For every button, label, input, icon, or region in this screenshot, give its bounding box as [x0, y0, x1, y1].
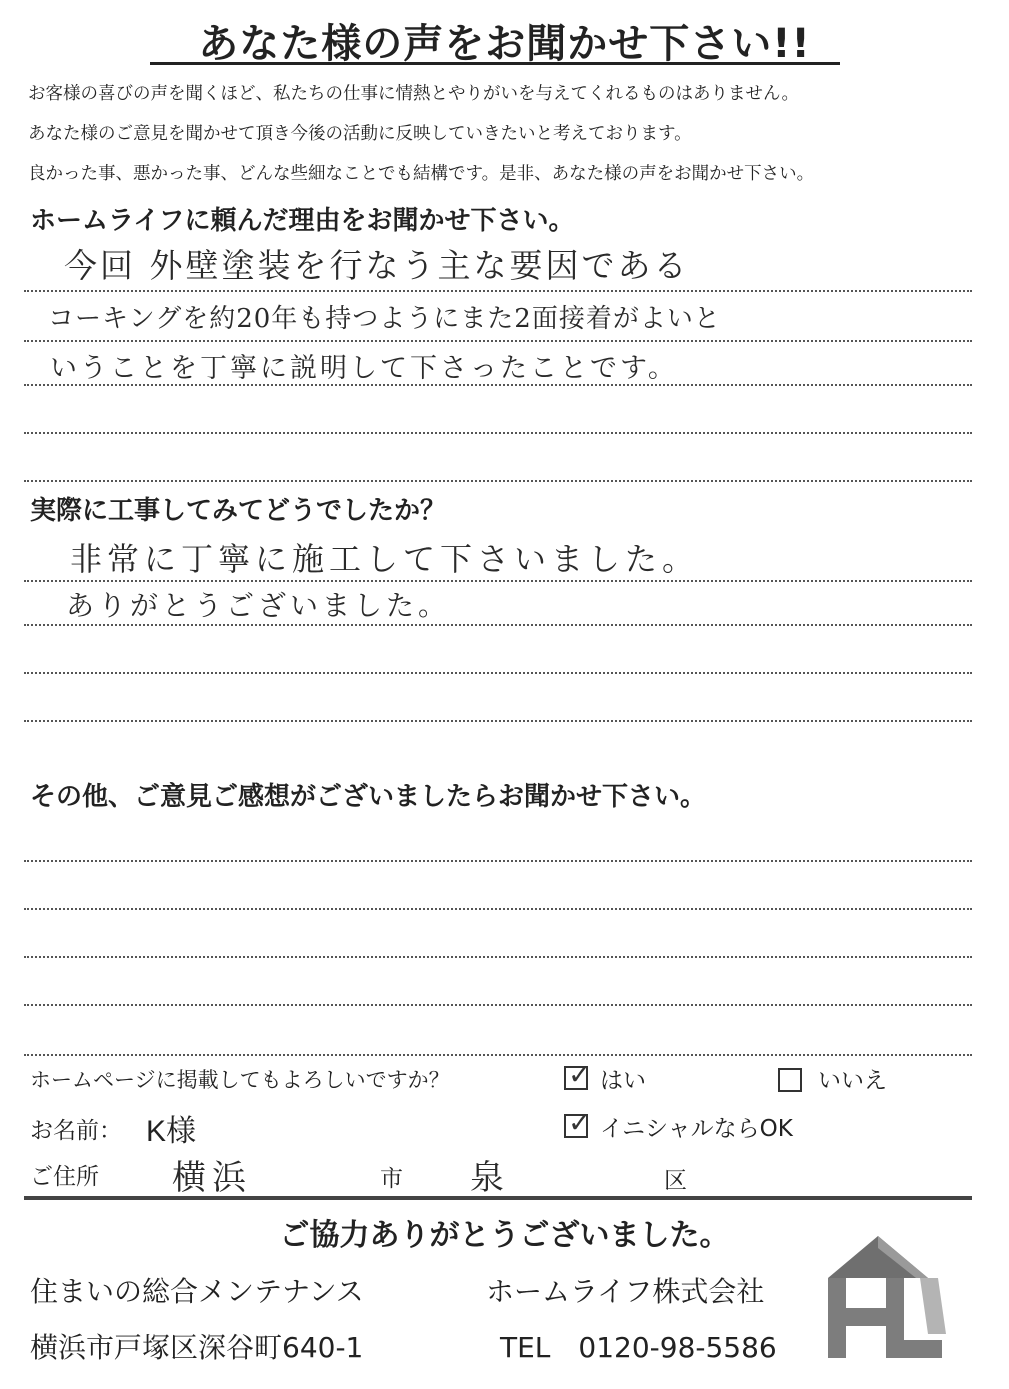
- initial-ok-label: イニシャルならOK: [600, 1116, 793, 1142]
- consent-question: ホームページに掲載してもよろしいですか？: [30, 1068, 450, 1092]
- answer-rule: [24, 672, 972, 674]
- initial-ok-checkbox[interactable]: [564, 1114, 588, 1138]
- consent-no-checkbox[interactable]: [778, 1068, 802, 1092]
- answer-2-line-1: 非常に丁寧に施工して下さいました。: [70, 540, 700, 578]
- answer-rule: [24, 908, 972, 910]
- company-address: 横浜市戸塚区深谷町640-1: [30, 1331, 364, 1364]
- intro-line-1: お客様の喜びの声を聞くほど、私たちの仕事に情熱とやりがいを与えてくれるものはありません。: [28, 84, 800, 104]
- address-city-value: 横浜: [172, 1158, 252, 1198]
- address-ward-value: 泉: [470, 1158, 507, 1198]
- answer-rule: [24, 290, 972, 292]
- answer-rule: [24, 480, 972, 482]
- answer-rule: [24, 340, 972, 342]
- answer-1-line-2: コーキングを約20年も持つようにまた2面接着がよいと: [48, 304, 721, 334]
- address-ward-suffix: 区: [664, 1168, 687, 1194]
- page-title: あなた様の声をお聞かせ下さい!!: [198, 21, 811, 67]
- answer-rule: [24, 624, 972, 626]
- company-name: ホームライフ株式会社: [486, 1275, 765, 1308]
- question-1-label: ホームライフに頼んだ理由をお聞かせ下さい。: [30, 206, 575, 236]
- answer-rule: [24, 432, 972, 434]
- answer-rule: [24, 1054, 972, 1056]
- question-2-label: 実際に工事してみてどうでしたか？: [30, 496, 447, 526]
- consent-no-label: いいえ: [818, 1068, 887, 1094]
- answer-rule: [24, 956, 972, 958]
- thanks-message: ご協力ありがとうございました。: [279, 1218, 730, 1253]
- intro-line-2: あなた様のご意見を聞かせて頂き今後の活動に反映していきたいと考えております。: [28, 124, 692, 144]
- answer-1-line-1: 今回 外壁塗装を行なう主な要因である: [64, 246, 690, 285]
- answer-rule: [24, 860, 972, 862]
- answer-rule: [24, 580, 972, 582]
- logo-text: HL: [820, 1234, 822, 1235]
- company-tagline: 住まいの総合メンテナンス: [30, 1275, 364, 1308]
- question-3-label: その他、ご意見ご感想がございましたらお聞かせ下さい。: [30, 782, 707, 812]
- answer-1-line-3: いうことを丁寧に説明して下さったことです。: [50, 353, 678, 384]
- footer-divider: [24, 1196, 972, 1200]
- consent-yes-label: はい: [600, 1068, 646, 1094]
- answer-rule: [24, 384, 972, 386]
- consent-yes-checkbox[interactable]: [564, 1066, 588, 1090]
- answer-rule: [24, 720, 972, 722]
- name-label: お名前：: [30, 1118, 122, 1144]
- answer-2-line-2: ありがとうございました。: [66, 589, 451, 622]
- company-logo-icon: [820, 1234, 950, 1364]
- address-label: ご住所: [30, 1164, 99, 1190]
- name-value: K様: [146, 1115, 197, 1148]
- intro-line-3: 良かった事、悪かった事、どんな些細なことでも結構です。是非、あなた様の声をお聞かせ下さい。: [28, 164, 815, 184]
- answer-rule: [24, 1004, 972, 1006]
- address-city-suffix: 市: [380, 1166, 403, 1192]
- company-tel: TEL 0120-98-5586: [500, 1331, 777, 1364]
- title-underline: [150, 62, 840, 65]
